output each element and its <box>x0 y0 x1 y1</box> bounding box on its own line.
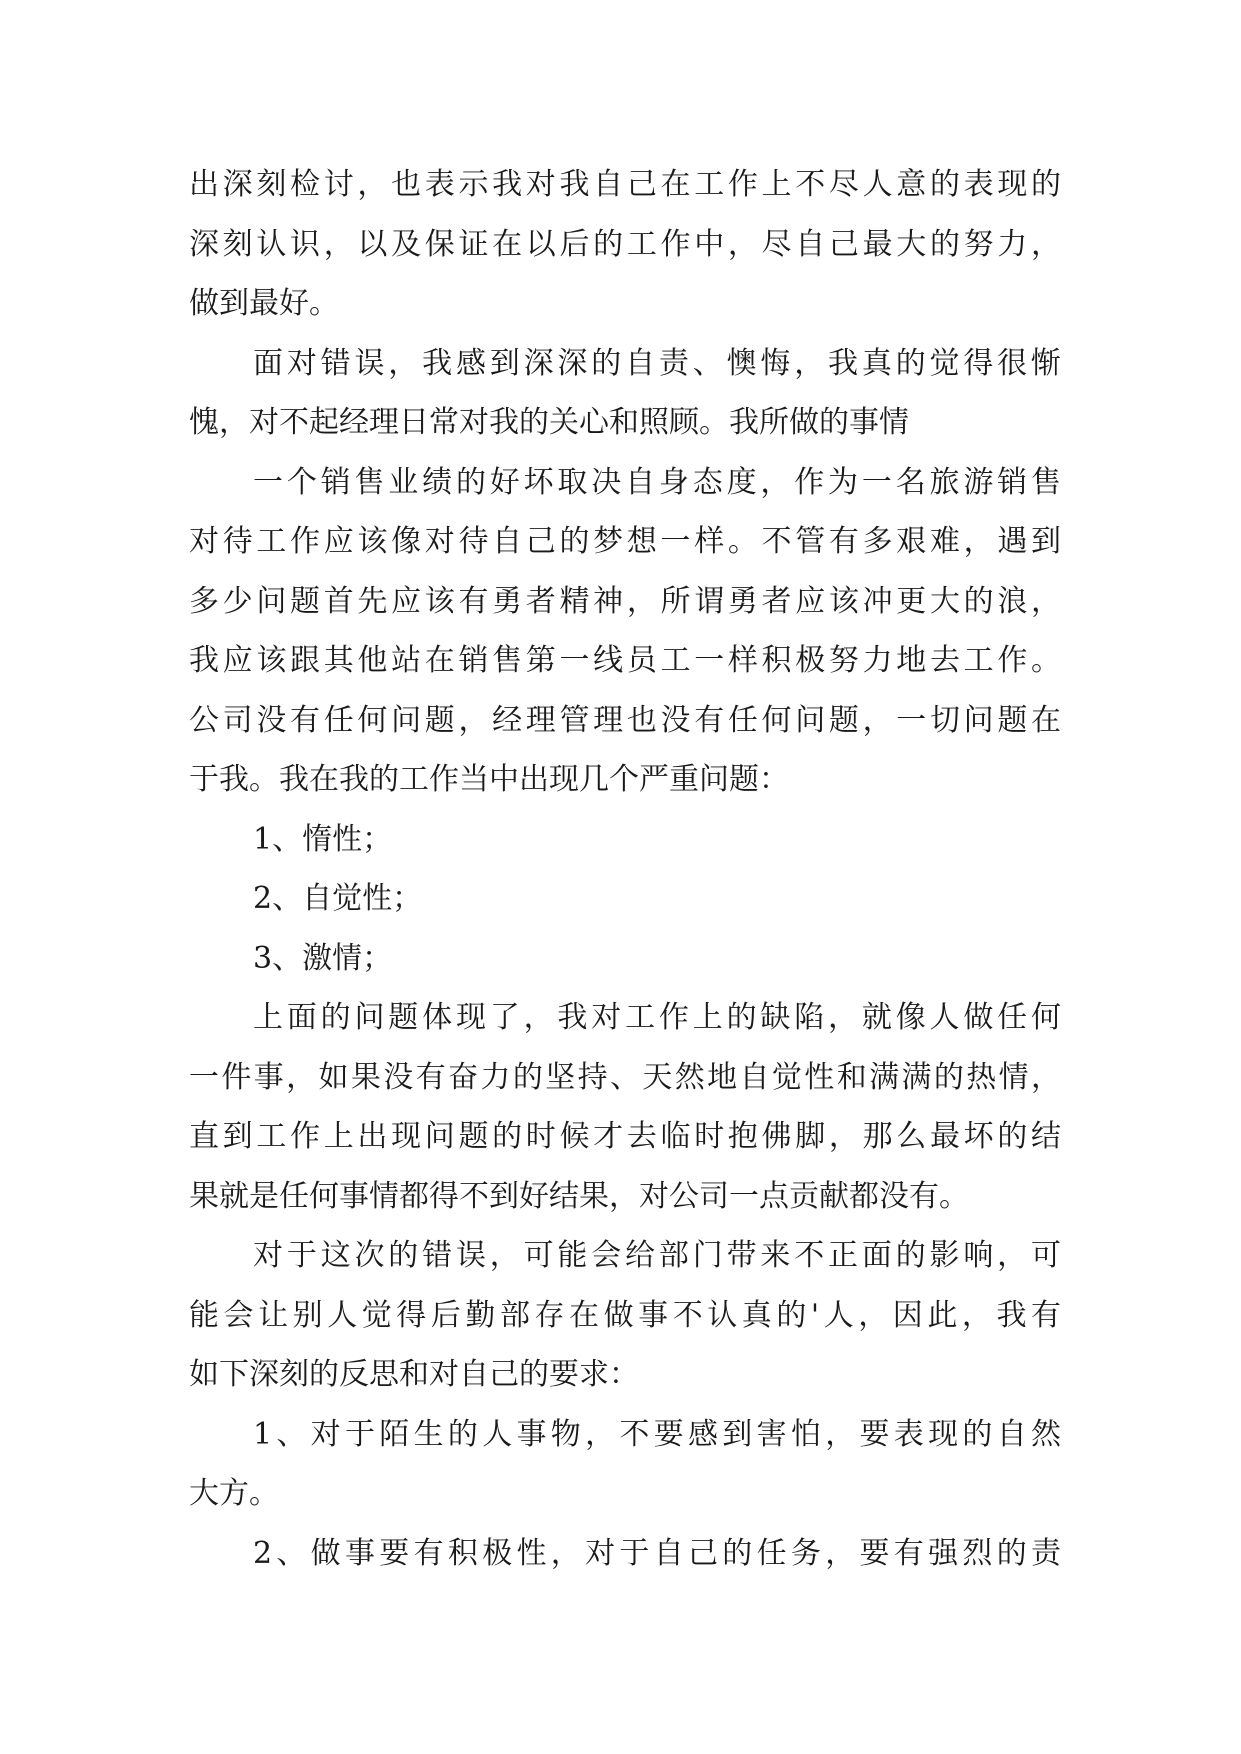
text-line: 1、对于陌生的人事物，不要感到害怕，要表现的自然 <box>253 1416 1061 1452</box>
text-line: 上面的问题体现了，我对工作上的缺陷，就像人做任何 <box>253 1000 1061 1035</box>
text-line: 出深刻检讨，也表示我对我自己在工作上不尽人意的表现的 <box>189 167 1061 202</box>
text-line: 愧，对不起经理日常对我的关心和照顾。我所做的事情 <box>189 405 909 440</box>
text-line: 做到最好。 <box>189 286 339 321</box>
text-line: 深刻认识，以及保证在以后的工作中，尽自己最大的努力， <box>189 226 1061 262</box>
text-line: 对于这次的错误，可能会给部门带来不正面的影响，可 <box>253 1238 1061 1273</box>
text-line: 一个销售业绩的好坏取决自身态度，作为一名旅游销售 <box>253 464 1061 500</box>
document-page <box>189 155 1061 1583</box>
text-line: 3、激情； <box>253 940 393 976</box>
text-line: 能会让别人觉得后勤部存在做事不认真的'人，因此，我有 <box>189 1297 1061 1333</box>
text-line: 果就是任何事情都得不到好结果，对公司一点贡献都没有。 <box>189 1178 969 1214</box>
text-line: 一件事，如果没有奋力的坚持、天然地自觉性和满满的热情， <box>189 1059 1061 1095</box>
text-line: 如下深刻的反思和对自己的要求： <box>189 1357 639 1392</box>
text-line: 1、惰性； <box>253 821 393 857</box>
text-line: 面对错误，我感到深深的自责、懊悔，我真的觉得很惭 <box>253 345 1061 381</box>
text-line: 我应该跟其他站在销售第一线员工一样积极努力地去工作。 <box>189 643 1061 678</box>
text-line: 大方。 <box>189 1476 279 1511</box>
text-line: 对待工作应该像对待自己的梦想一样。不管有多艰难，遇到 <box>189 524 1061 559</box>
text-line: 于我。我在我的工作当中出现几个严重问题： <box>189 762 789 797</box>
text-line: 2、自觉性； <box>253 881 423 916</box>
text-line: 多少问题首先应该有勇者精神，所谓勇者应该冲更大的浪， <box>189 583 1061 619</box>
text-line: 2、做事要有积极性，对于自己的任务，要有强烈的责 <box>253 1535 1061 1571</box>
text-line: 公司没有任何问题，经理管理也没有任何问题，一切问题在 <box>189 702 1061 738</box>
text-line: 直到工作上出现问题的时候才去临时抱佛脚，那么最坏的结 <box>189 1119 1061 1154</box>
